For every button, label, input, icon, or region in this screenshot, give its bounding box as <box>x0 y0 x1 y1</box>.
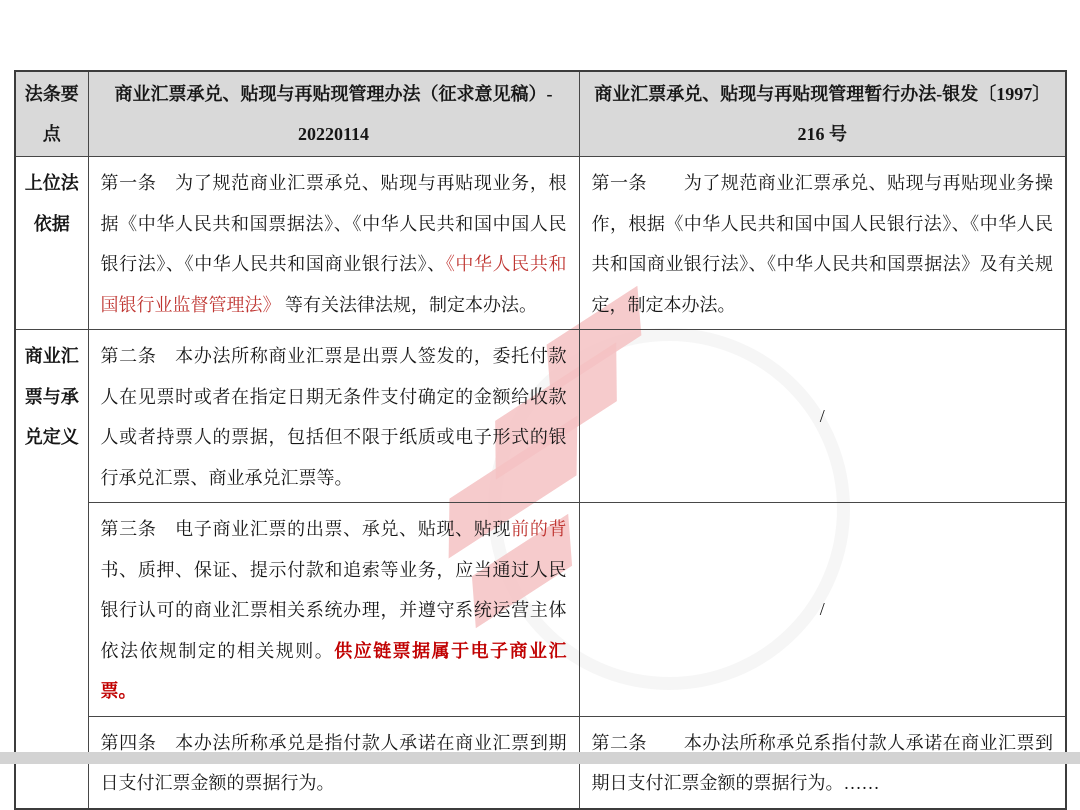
table-row-upper-law <box>15 157 1066 330</box>
cell-article1-draft <box>88 157 579 330</box>
cell-article3-draft <box>88 503 579 717</box>
article3-draft-red-highlight: 供应链票据属于电子商业汇票。 <box>100 640 567 701</box>
article1-draft-text: 第一条 为了规范商业汇票承兑、贴现与再贴现业务，根据《中华人民共和国票据法》、《中华人民共和国中国人民银行法》、《中华人民共和国商业银行法》、 <box>100 173 567 274</box>
table-row-definition-article3 <box>15 503 1066 717</box>
article4-old-text: 第二条 本办法所称承兑系指付款人承诺在商业汇票到期日支付汇票金额的票据行为。…… <box>591 732 1053 793</box>
header-key-point-label: 法条要点 <box>24 84 79 144</box>
table-row-definition-article2 <box>15 330 1066 503</box>
key-point-upper-law: 上位法依据 <box>15 157 88 330</box>
article1-old-text: 第一条 为了规范商业汇票承兑、贴现与再贴现业务操作，根据《中华人民共和国中国人民银行法》、《中华人民共和国商业银行法》、《中华人民共和国票据法》及有关规定，制定本办法。 <box>591 173 1053 315</box>
article4-draft-text: 第四条 本办法所称承兑是指付款人承诺在商业汇票到期日支付汇票金额的票据行为。 <box>100 732 567 793</box>
key-point-definition: 商业汇票与承兑定义 <box>15 330 88 809</box>
cell-article1-old <box>579 157 1066 330</box>
header-old-title: 商业汇票承兑、贴现与再贴现管理暂行办法-银发〔1997〕 <box>594 84 1051 104</box>
header-draft-date: 20220114 <box>297 124 369 144</box>
article2-draft-text: 第二条 本办法所称商业汇票是出票人签发的，委托付款人在见票时或者在指定日期无条件支付确定的金额给收款人或者持票人的票据，包括但不限于纸质或电子形式的银行承兑汇票、商业承兑汇票等。 <box>100 346 567 488</box>
cell-article3-old-slash: / <box>579 503 1066 717</box>
article3-draft-text-mid: 书、质押、保证、提示付款和追索等业务，应当通过人民银行认可的商业汇票相关系统办理，并遵守系统运营主体依法依规制定的相关规则。 <box>100 559 567 661</box>
article1-draft-text-end: 等有关法律法规，制定本办法。 <box>280 294 537 315</box>
header-old-regulation <box>579 71 1066 157</box>
header-draft-regulation <box>88 71 579 157</box>
bottom-window-strip <box>0 752 1080 764</box>
article1-draft-red-law: 《中华人民共和国银行业监督管理法》 <box>100 254 567 315</box>
article3-draft-red-insert: 前的背 <box>511 519 567 539</box>
cell-article2-old-slash: / <box>579 330 1066 503</box>
table-header-row <box>15 71 1066 157</box>
article3-draft-text: 第三条 电子商业汇票的出票、承兑、贴现、贴现 <box>100 519 512 539</box>
header-draft-title: 商业汇票承兑、贴现与再贴现管理办法（征求意见稿）- <box>114 84 553 104</box>
header-key-point <box>15 71 88 157</box>
cell-article2-draft <box>88 330 579 503</box>
regulation-comparison-table <box>14 70 1067 810</box>
header-old-number: 216 号 <box>797 124 847 144</box>
